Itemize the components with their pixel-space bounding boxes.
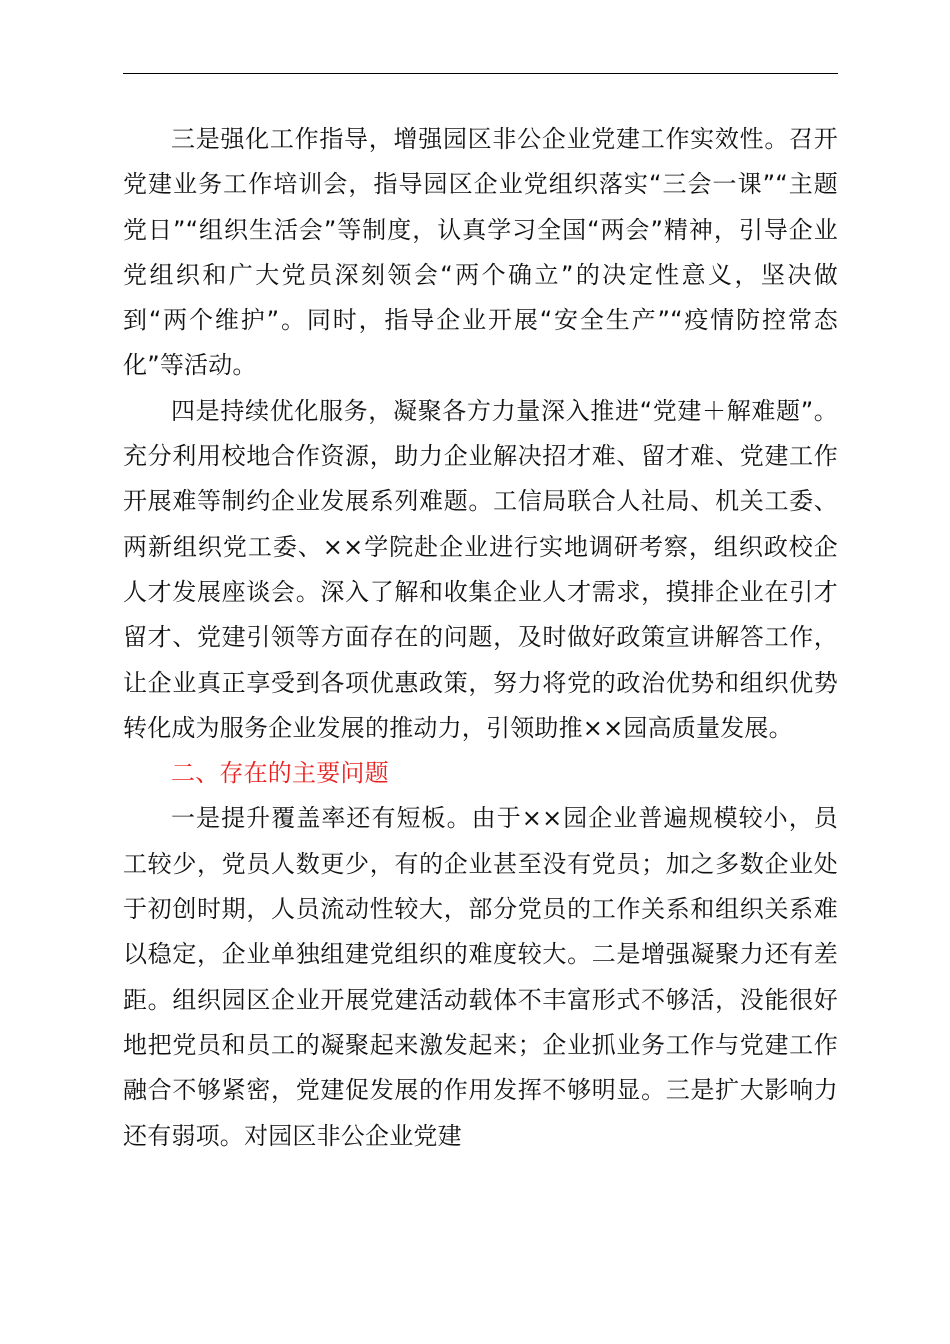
document-body	[123, 117, 838, 1159]
paragraph-strengthen-guidance: 三是强化工作指导，增强园区非公企业党建工作实效性。召开党建业务工作培训会，指导园区企业党组织落实“三会一课”“主题党日”“组织生活会”等制度，认真学习全国“两会”精神，引导企业党组织和广大党员深刻领会“两个确立”的决定性意义，坚决做到“两个维护”。同时，指导企业开展“安全生产”“疫情防控常态化”等活动。	[123, 125, 838, 380]
paragraph-problems: 一是提升覆盖率还有短板。由于××园企业普遍规模较小，员工较少，党员人数更少，有的企业甚至没有党员；加之多数企业处于初创时期，人员流动性较大，部分党员的工作关系和组织关系难以稳定，企业单独组建党组织的难度较大。二是增强凝聚力还有差距。组织园区企业开展党建活动载体不丰富形式不够活，没能很好地把党员和员工的凝聚起来激发起来；企业抓业务工作与党建工作融合不够紧密，党建促发展的作用发挥不够明显。三是扩大影响力还有弱项。对园区非公企业党建	[123, 804, 838, 1150]
header-rule	[123, 73, 838, 74]
paragraph-optimize-service: 四是持续优化服务，凝聚各方力量深入推进“党建＋解难题”。充分利用校地合作资源，助力企业解决招才难、留才难、党建工作开展难等制约企业发展系列难题。工信局联合人社局、机关工委、两新组织党工委、××学院赴企业进行实地调研考察，组织政校企人才发展座谈会。深入了解和收集企业人才需求，摸排企业在引才留才、党建引领等方面存在的问题，及时做好政策宣讲解答工作，让企业真正享受到各项优惠政策，努力将党的政治优势和组织优势转化成为服务企业发展的推动力，引领助推××园高质量发展。	[123, 396, 838, 742]
section-heading-main-problems: 二、存在的主要问题	[171, 759, 389, 788]
